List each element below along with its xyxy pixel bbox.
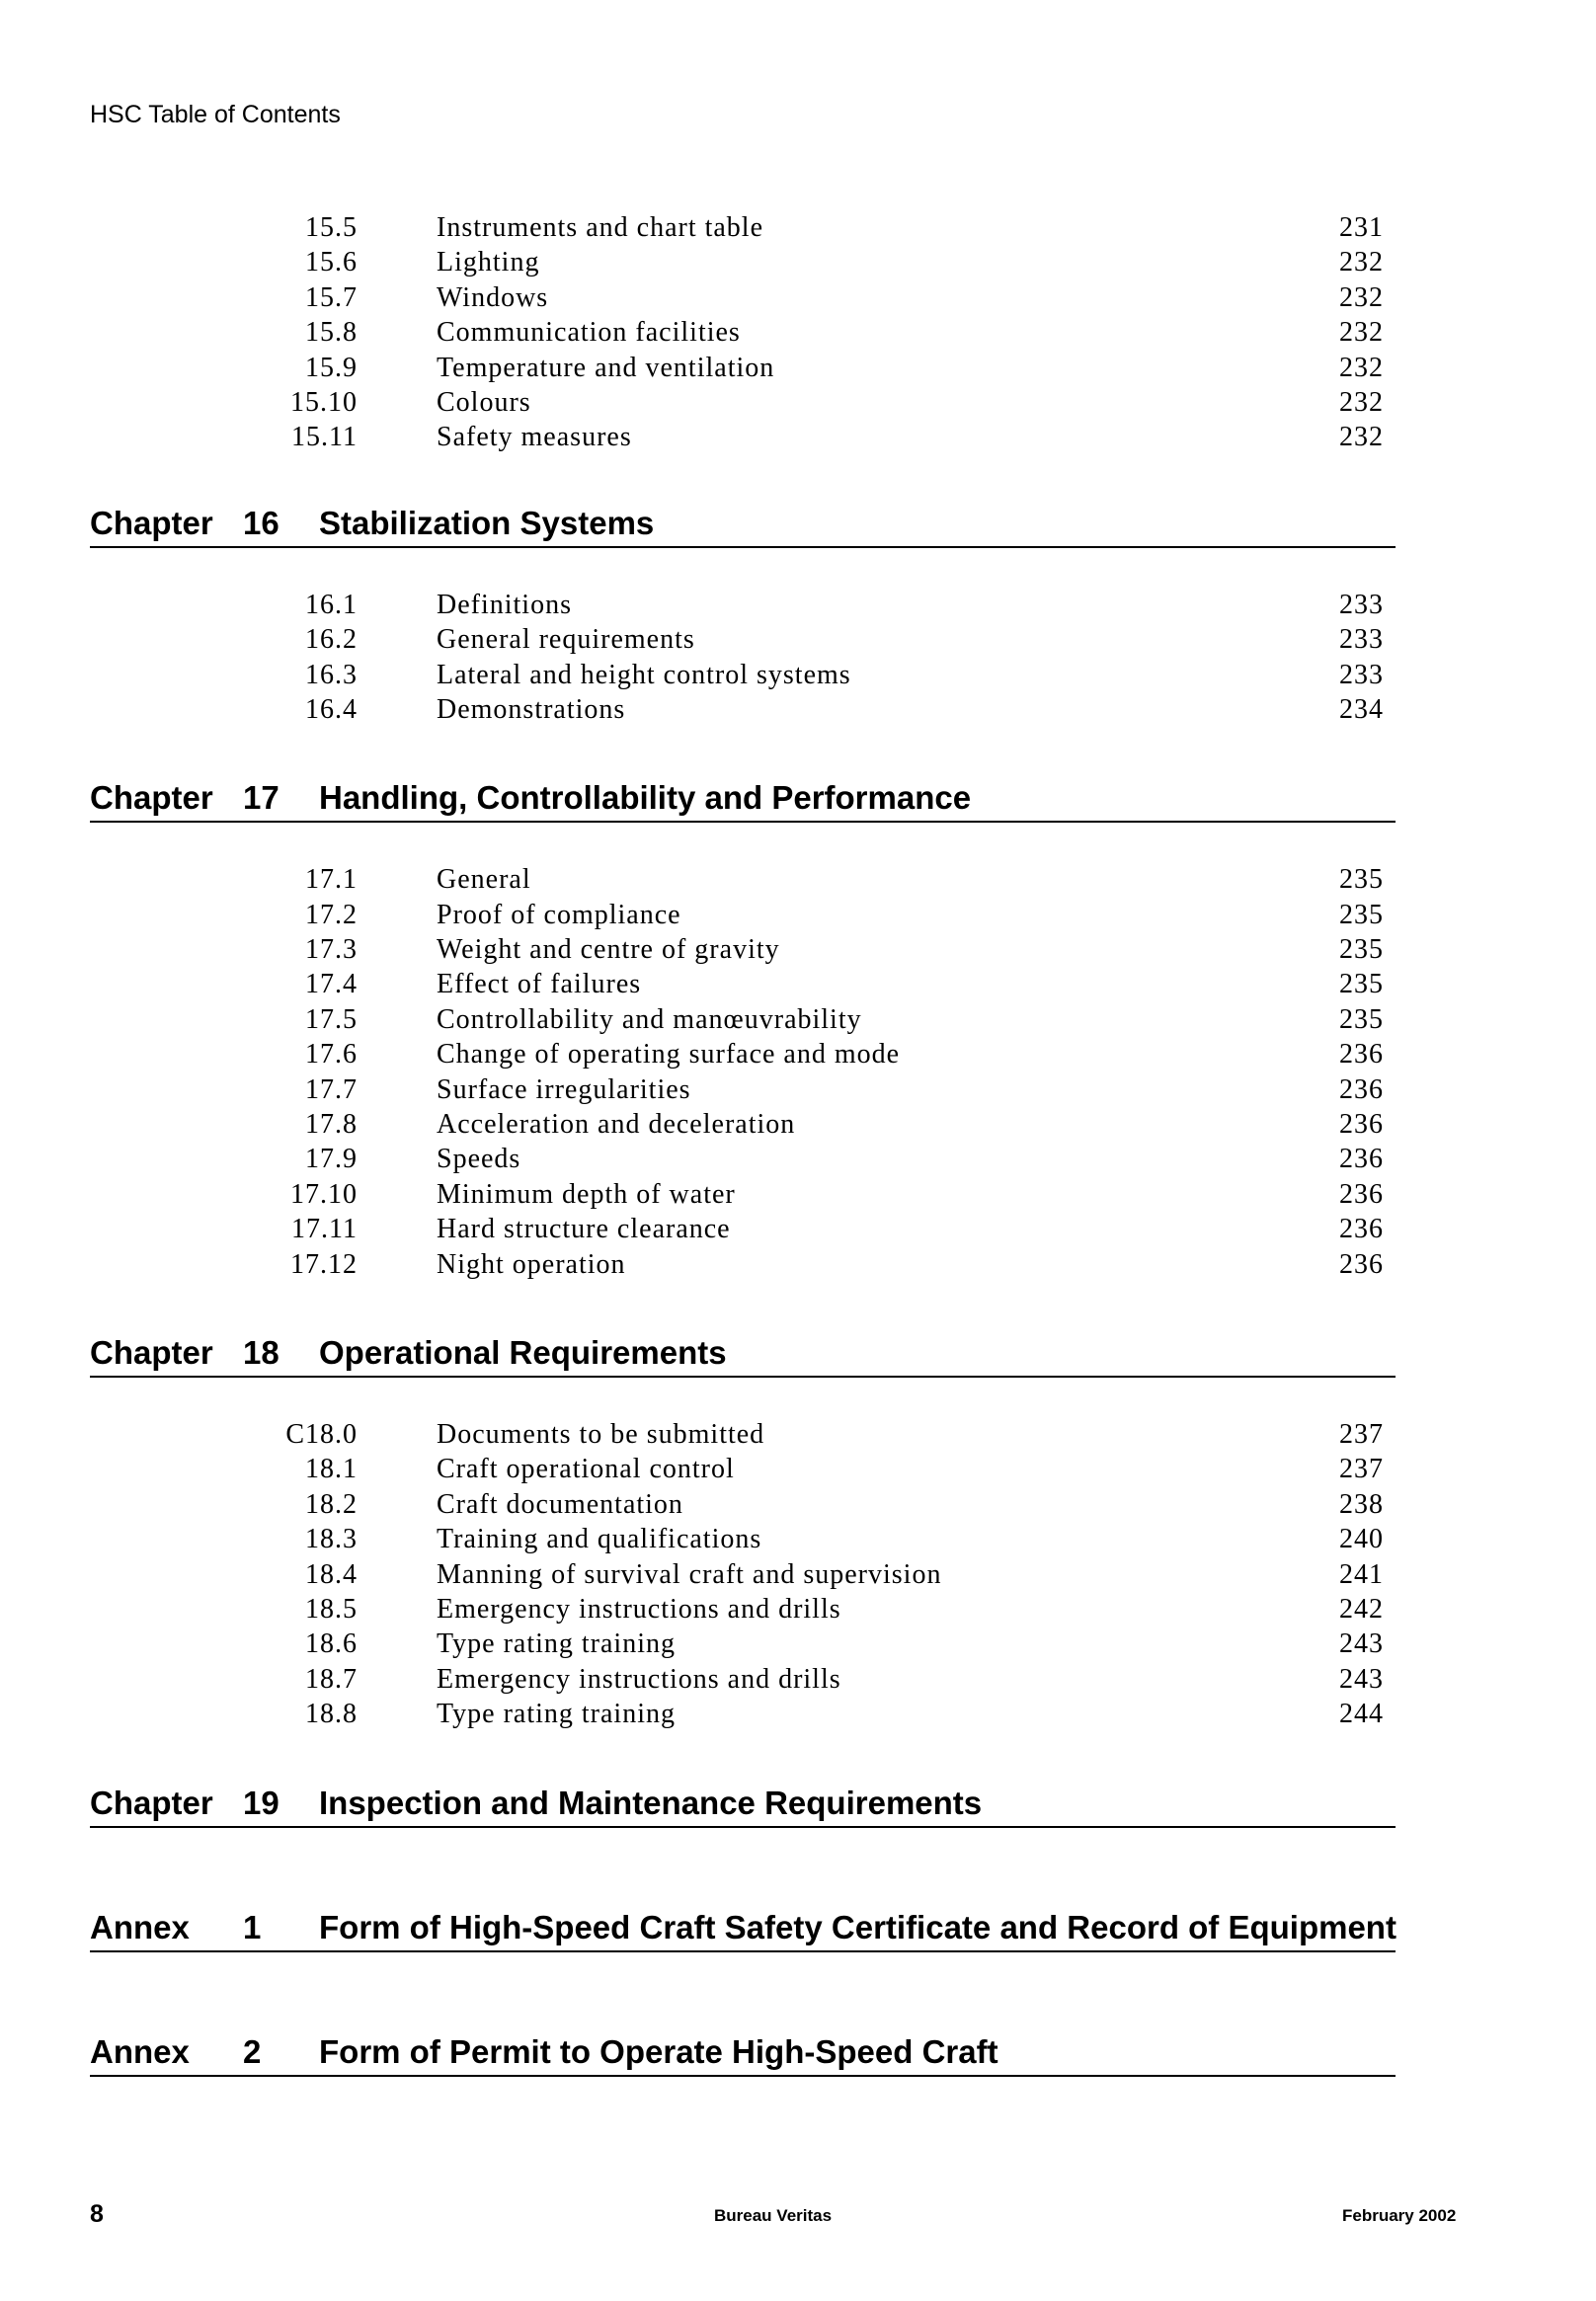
toc-entry[interactable] <box>0 1662 1596 1697</box>
entry-page: 236 <box>1339 1039 1384 1071</box>
toc-entry[interactable] <box>0 588 1596 622</box>
entry-title: Night operation <box>437 1248 626 1280</box>
entry-number: 18.8 <box>305 1699 358 1730</box>
chapter-title: Handling, Controllability and Performance <box>319 779 972 817</box>
entry-number: 16.3 <box>305 659 358 690</box>
entry-title: Surface irregularities <box>437 1073 691 1105</box>
toc-entry[interactable] <box>0 245 1596 279</box>
table-of-contents <box>0 210 1596 2077</box>
toc-entry[interactable] <box>0 898 1596 932</box>
entry-number: 16.2 <box>305 624 358 656</box>
entry-list <box>0 862 1596 1282</box>
entry-page: 234 <box>1339 693 1384 725</box>
entry-number: 17.6 <box>305 1039 358 1071</box>
entry-page: 232 <box>1339 281 1384 313</box>
entry-page: 235 <box>1339 899 1384 930</box>
toc-entry[interactable] <box>0 1592 1596 1627</box>
entry-title: Temperature and ventilation <box>437 352 775 383</box>
entry-number: 18.4 <box>305 1558 358 1590</box>
entry-number: 18.1 <box>305 1454 358 1485</box>
chapter-title: Operational Requirements <box>319 1333 727 1371</box>
toc-entry[interactable] <box>0 932 1596 967</box>
entry-title: Lateral and height control systems <box>437 659 851 690</box>
entry-page: 233 <box>1339 659 1384 690</box>
toc-entry[interactable] <box>0 862 1596 897</box>
entry-list <box>0 210 1596 455</box>
entry-page: 243 <box>1339 1663 1384 1695</box>
annex-label: Annex <box>90 2032 190 2070</box>
entry-number: 18.2 <box>305 1488 358 1520</box>
toc-entry[interactable] <box>0 1177 1596 1212</box>
entry-page: 233 <box>1339 589 1384 620</box>
entry-number: C18.0 <box>285 1418 358 1450</box>
entry-page: 233 <box>1339 624 1384 656</box>
entry-page: 236 <box>1339 1248 1384 1280</box>
entry-page: 232 <box>1339 352 1384 383</box>
toc-entry[interactable] <box>0 1247 1596 1282</box>
entry-title: Type rating training <box>437 1628 676 1660</box>
entry-title: Manning of survival craft and supervision <box>437 1558 942 1590</box>
entry-page: 235 <box>1339 934 1384 966</box>
chapter-label: Chapter <box>90 779 213 817</box>
entry-number: 15.6 <box>305 247 358 278</box>
chapter-number: 18 <box>243 1333 279 1371</box>
toc-entry[interactable] <box>0 1212 1596 1246</box>
chapter-number: 19 <box>243 1784 279 1821</box>
toc-entry[interactable] <box>0 1037 1596 1071</box>
annex-label: Annex <box>90 1908 190 1945</box>
entry-title: Minimum depth of water <box>437 1178 736 1210</box>
entry-title: Documents to be submitted <box>437 1418 765 1450</box>
entry-page: 236 <box>1339 1109 1384 1141</box>
toc-entry[interactable] <box>0 1522 1596 1556</box>
entry-number: 17.5 <box>305 1003 358 1035</box>
entry-title: Emergency instructions and drills <box>437 1663 841 1695</box>
entry-page: 236 <box>1339 1144 1384 1175</box>
entry-title: General requirements <box>437 624 695 656</box>
toc-entry[interactable] <box>0 1142 1596 1176</box>
entry-title: Hard structure clearance <box>437 1214 731 1245</box>
toc-entry[interactable] <box>0 1107 1596 1142</box>
entry-number: 17.9 <box>305 1144 358 1175</box>
entry-page: 231 <box>1339 212 1384 243</box>
toc-entry[interactable] <box>0 967 1596 1001</box>
entry-title: Weight and centre of gravity <box>437 934 780 966</box>
entry-number: 16.1 <box>305 589 358 620</box>
entry-number: 17.7 <box>305 1073 358 1105</box>
entry-number: 15.8 <box>305 317 358 349</box>
entry-title: Definitions <box>437 589 572 620</box>
chapter-heading[interactable] <box>90 1332 1396 1378</box>
entry-number: 17.2 <box>305 899 358 930</box>
entry-number: 18.5 <box>305 1593 358 1625</box>
entry-title: Training and qualifications <box>437 1524 762 1555</box>
entry-title: Craft documentation <box>437 1488 683 1520</box>
chapter-label: Chapter <box>90 1333 213 1371</box>
entry-title: Safety measures <box>437 422 632 453</box>
annex-number: 1 <box>243 1908 262 1945</box>
chapter-heading[interactable] <box>90 777 1396 823</box>
entry-title: Type rating training <box>437 1699 676 1730</box>
entry-title: Colours <box>437 386 531 418</box>
entry-page: 235 <box>1339 1003 1384 1035</box>
entry-page: 232 <box>1339 317 1384 349</box>
entry-number: 17.12 <box>290 1248 358 1280</box>
entry-number: 15.5 <box>305 212 358 243</box>
toc-entry[interactable] <box>0 1697 1596 1731</box>
entry-title: Lighting <box>437 247 540 278</box>
toc-entry[interactable] <box>0 658 1596 692</box>
entry-number: 18.6 <box>305 1628 358 1660</box>
entry-title: Effect of failures <box>437 969 642 1000</box>
entry-page: 236 <box>1339 1214 1384 1245</box>
annex-title: Form of High-Speed Craft Safety Certificate and Record of Equipment <box>319 1908 1396 1945</box>
chapter-number: 16 <box>243 504 279 541</box>
entry-number: 17.11 <box>291 1214 358 1245</box>
toc-entry[interactable] <box>0 351 1596 385</box>
entry-number: 16.4 <box>305 693 358 725</box>
entry-number: 15.10 <box>290 386 358 418</box>
entry-number: 17.4 <box>305 969 358 1000</box>
entry-title: Windows <box>437 281 549 313</box>
entry-page: 236 <box>1339 1073 1384 1105</box>
entry-number: 18.7 <box>305 1663 358 1695</box>
entry-number: 18.3 <box>305 1524 358 1555</box>
entry-title: Demonstrations <box>437 693 626 725</box>
running-header-title: HSC Table of Contents <box>90 101 341 128</box>
toc-entry[interactable] <box>0 622 1596 657</box>
entry-page: 241 <box>1339 1558 1384 1590</box>
entry-number: 17.3 <box>305 934 358 966</box>
entry-number: 17.1 <box>305 864 358 896</box>
entry-title: Craft operational control <box>437 1454 735 1485</box>
toc-entry[interactable] <box>0 1487 1596 1522</box>
entry-title: Emergency instructions and drills <box>437 1593 841 1625</box>
entry-number: 15.7 <box>305 281 358 313</box>
chapter-number: 17 <box>243 779 279 817</box>
entry-number: 15.9 <box>305 352 358 383</box>
entry-page: 236 <box>1339 1178 1384 1210</box>
entry-page: 240 <box>1339 1524 1384 1555</box>
entry-number: 15.11 <box>291 422 358 453</box>
entry-page: 232 <box>1339 247 1384 278</box>
entry-page: 232 <box>1339 422 1384 453</box>
toc-entry[interactable] <box>0 280 1596 315</box>
chapter-label: Chapter <box>90 1784 213 1821</box>
entry-number: 17.8 <box>305 1109 358 1141</box>
toc-entry[interactable] <box>0 1627 1596 1661</box>
annex-heading[interactable] <box>90 1907 1396 1952</box>
entry-page: 243 <box>1339 1628 1384 1660</box>
entry-title: Instruments and chart table <box>437 212 764 243</box>
entry-page: 235 <box>1339 969 1384 1000</box>
chapter-title: Inspection and Maintenance Requirements <box>319 1784 983 1821</box>
toc-entry[interactable] <box>0 210 1596 245</box>
entry-list <box>0 588 1596 728</box>
entry-page: 237 <box>1339 1418 1384 1450</box>
chapter-heading[interactable] <box>90 1783 1396 1828</box>
entry-page: 235 <box>1339 864 1384 896</box>
publication-date: February 2002 <box>1342 2206 1457 2225</box>
annex-heading[interactable] <box>90 2031 1396 2077</box>
entry-list <box>0 1417 1596 1732</box>
entry-title: Controllability and manœuvrability <box>437 1003 862 1035</box>
toc-entry[interactable] <box>0 315 1596 350</box>
entry-title: Acceleration and deceleration <box>437 1109 796 1141</box>
entry-page: 242 <box>1339 1593 1384 1625</box>
chapter-title: Stabilization Systems <box>319 504 655 541</box>
entry-title: Communication facilities <box>437 317 741 349</box>
toc-entry[interactable] <box>0 385 1596 420</box>
toc-entry[interactable] <box>0 1002 1596 1037</box>
entry-title: Speeds <box>437 1144 521 1175</box>
entry-page: 244 <box>1339 1699 1384 1730</box>
chapter-heading[interactable] <box>90 503 1396 548</box>
toc-entry[interactable] <box>0 1417 1596 1452</box>
toc-entry[interactable] <box>0 1072 1596 1107</box>
toc-entry[interactable] <box>0 420 1596 454</box>
entry-number: 17.10 <box>290 1178 358 1210</box>
toc-entry[interactable] <box>0 692 1596 727</box>
publisher-name: Bureau Veritas <box>714 2206 833 2225</box>
entry-title: Change of operating surface and mode <box>437 1039 901 1071</box>
entry-page: 232 <box>1339 386 1384 418</box>
annex-number: 2 <box>243 2032 262 2070</box>
chapter-label: Chapter <box>90 504 213 541</box>
toc-entry[interactable] <box>0 1452 1596 1486</box>
entry-title: Proof of compliance <box>437 899 681 930</box>
toc-entry[interactable] <box>0 1557 1596 1592</box>
entry-page: 238 <box>1339 1488 1384 1520</box>
entry-page: 237 <box>1339 1454 1384 1485</box>
page-number: 8 <box>90 2200 104 2228</box>
entry-title: General <box>437 864 531 896</box>
annex-title: Form of Permit to Operate High-Speed Craft <box>319 2032 998 2070</box>
